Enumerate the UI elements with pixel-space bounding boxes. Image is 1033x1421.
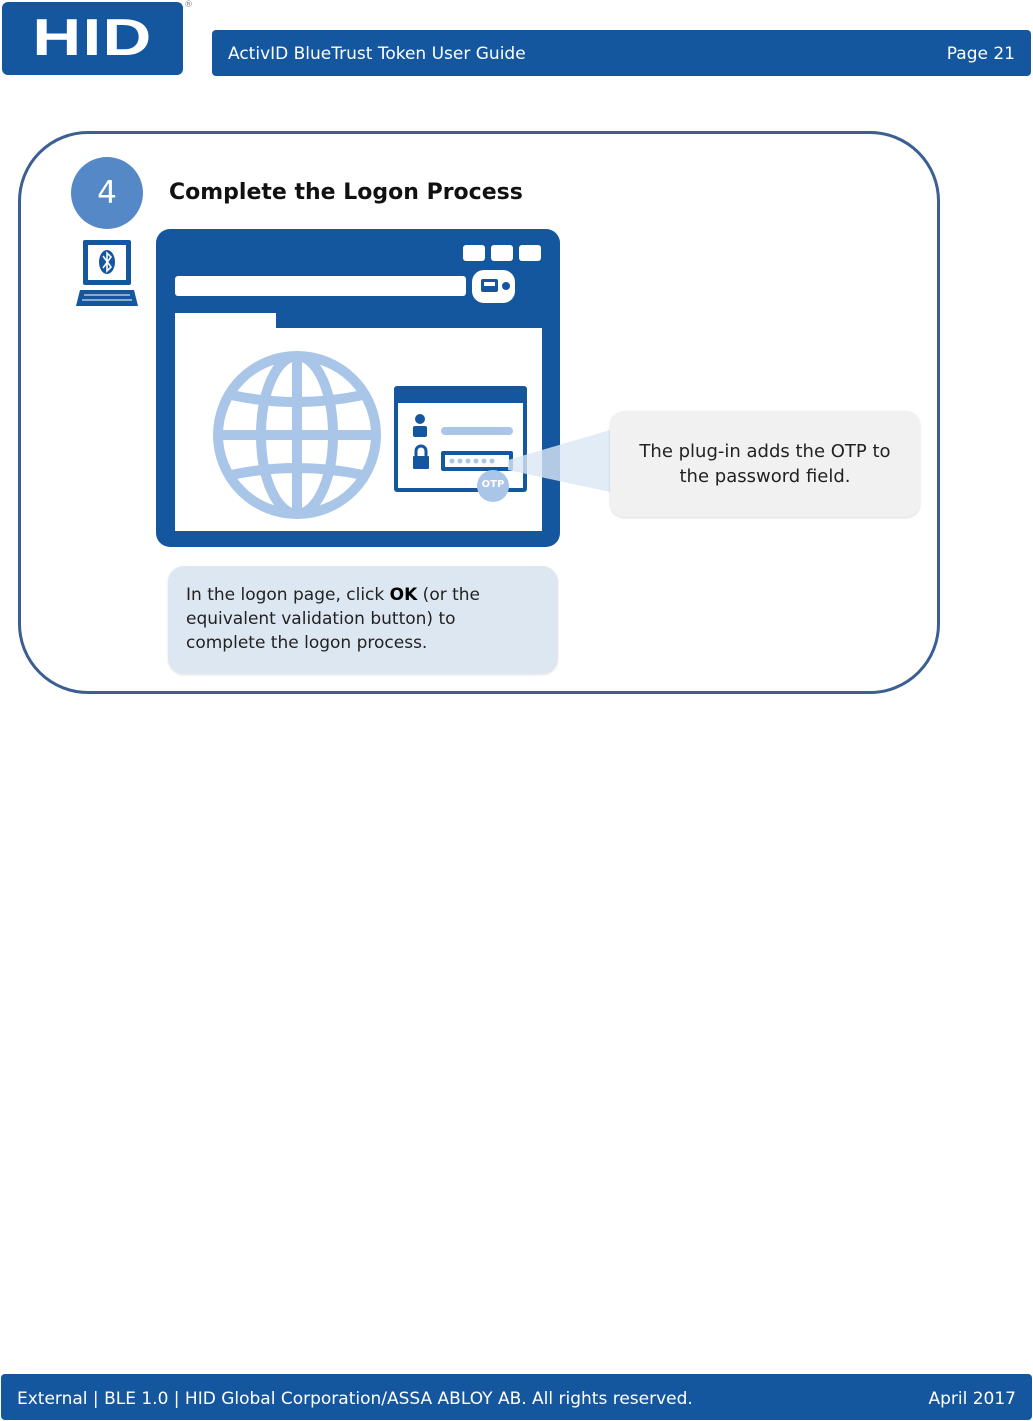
otp-badge-label: OTP	[481, 479, 505, 490]
instruction-prefix: In the logon page, click	[186, 585, 390, 605]
address-bar	[175, 276, 466, 296]
hid-logo	[2, 2, 183, 75]
footer-copyright: External | BLE 1.0 | HID Global Corporation/ASSA ABLOY AB. All rights reserved.	[17, 1389, 693, 1409]
header-bar	[212, 30, 1031, 76]
footer-bar	[1, 1374, 1032, 1420]
browser-window-illustration	[156, 229, 561, 549]
callout-beam	[508, 430, 618, 500]
otp-callout	[610, 411, 920, 517]
ok-label: OK	[389, 585, 418, 605]
step-title: Complete the Logon Process	[169, 180, 523, 205]
page-number: Page 21	[946, 44, 1015, 64]
logon-instruction-callout	[168, 566, 558, 674]
otp-callout-text: The plug-in adds the OTP to the password field.	[639, 441, 891, 487]
window-button-minimize	[463, 245, 485, 261]
laptop-bluetooth-icon	[74, 238, 140, 308]
footer-date: April 2017	[928, 1389, 1016, 1409]
globe-icon	[218, 356, 376, 514]
registered-mark: ®	[184, 0, 193, 10]
window-button-close	[519, 245, 541, 261]
document-title: ActivID BlueTrust Token User Guide	[228, 44, 526, 64]
logo-text: HID	[32, 9, 153, 67]
window-button-maximize	[491, 245, 513, 261]
step-number-badge: 4	[71, 157, 143, 229]
instruction-suffix: (or the equivalent validation button) to complete the logon process.	[186, 585, 481, 653]
